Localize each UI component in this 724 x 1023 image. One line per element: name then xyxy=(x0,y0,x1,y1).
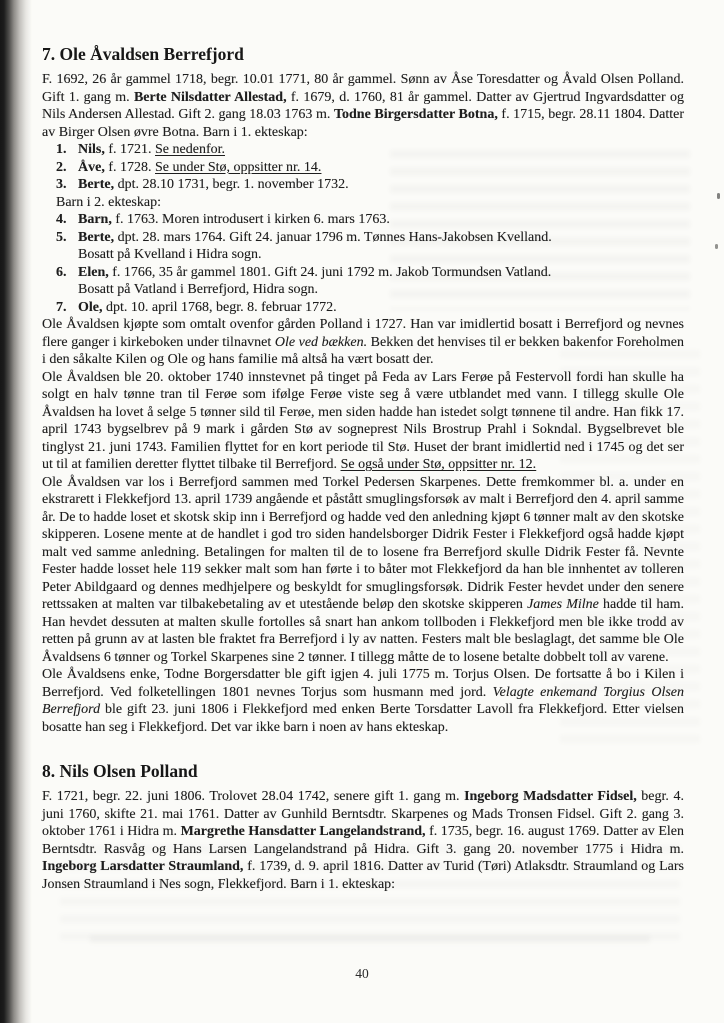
text-segment: Elen, xyxy=(78,264,109,280)
section-7-intro-paragraph xyxy=(42,71,684,141)
text-segment: Ole Åvaldsens enke, Todne Borgersdatter ble gift igjen 4. juli 1775 m. Torjus Olsen. De fortsatte å bo i Kilen i Berrefjord. Ved folketellingen 1801 nevnes Torjus som husmann med jord. xyxy=(42,667,684,700)
section-7-paragraph-tinget xyxy=(42,369,684,474)
child-item-number: 3. xyxy=(56,177,67,193)
section-7-paragraph-los xyxy=(42,474,684,667)
text-segment: f. 1679, d. 1760, 81 år gammel. Datter av Gjertrud Ingvardsdatter og Nils Andersen Allestad. Gift 2. gang 18.03 1763 m. xyxy=(42,89,685,123)
child-list-item xyxy=(42,176,684,194)
text-segment: f. 1766, 35 år gammel 1801. Gift 24. juni 1792 m. Jakob Tormundsen Vatland. xyxy=(108,264,552,280)
text-segment: Ole Åvaldsen kjøpte som omtalt ovenfor gården Polland i 1727. Han var imidlertid bosatt i Berrefjord og nevnes flere ganger i kirkeboken under tilnavnet xyxy=(42,317,684,350)
text-segment: Velagte enkemand Torgius Olsen Berrefjord xyxy=(42,684,685,718)
text-segment: dpt. 28. mars 1764. Gift 24. januar 1796 m. Tønnes Hans-Jakobsen Kvelland. xyxy=(114,229,552,245)
text-segment: F. 1692, 26 år gammel 1718, begr. 10.01 1771, 80 år gammel. Sønn av Åse Toresdatter og Åvald Olsen Polland. Gift 1. gang m. xyxy=(42,72,684,105)
child-list-item xyxy=(42,141,684,159)
text-segment: Berte, xyxy=(78,177,115,193)
section-8-heading: 8. Nils Olsen Polland xyxy=(42,761,198,782)
binding-shadow-edge xyxy=(0,0,32,1023)
child-item-number: 6. xyxy=(56,264,67,280)
text-segment: dpt. 10. april 1768, begr. 8. februar 1772. xyxy=(102,299,337,315)
child-item-number: 7. xyxy=(56,299,67,315)
text-segment: James Milne xyxy=(527,597,599,613)
text-segment: Berte Nilsdatter Allestad, xyxy=(133,89,287,105)
child-item-number: 5. xyxy=(56,229,67,245)
text-segment: Ingeborg Larsdatter Straumland, xyxy=(42,859,244,875)
page-content xyxy=(42,44,684,893)
child-item-text xyxy=(78,299,684,317)
text-segment: Ole Åvaldsen ble 20. oktober 1740 innstevnet på tinget på Feda av Lars Ferøe på Festervoll fordi han skulle ha solgt en halv tønne tran til Ferøe som ifølge Ferøe viste seg å være utblandet med vann. I tillegg skulle Ole Åvaldsen ha lovet å selge 5 tønner sild til Ferøe, men siden hadde han istedet solgt tønnene til andre. Han fikk 17. april 1743 bygselbrev på 9 mark i gården Stø av sogneprest Nils Brostrup Prahl i Sokndal. Bygselbrevet ble tinglyst 21. juni 1743. Familien flyttet for en kort periode til Stø. Huset der brant imidlertid ned i 1745 og det ser ut til at familien deretter flyttet tilbake til Berrefjord. xyxy=(42,369,684,473)
section-7-heading: 7. Ole Åvaldsen Berrefjord xyxy=(42,44,244,64)
child-list-item xyxy=(42,229,684,264)
section-7-paragraph-enke xyxy=(42,666,684,736)
text-segment: begr. 4. juni 1760, skifte 21. mai 1761. Datter av Gunhild Berntsdtr. Skarpenes og Mads Tronsen Fidsel. Gift 2. gang 3. oktober 1761 i Hidra m. xyxy=(42,789,684,840)
child-list-item xyxy=(42,211,684,229)
child-list-item xyxy=(42,159,684,177)
child-item-text xyxy=(78,211,684,229)
text-segment: F. 1721, begr. 22. juni 1806. Trolovet 28.04 1742, senere gift 1. gang m. xyxy=(42,789,465,805)
bleed-through-artifact xyxy=(90,935,650,947)
text-segment: Ingeborg Madsdatter Fidsel, xyxy=(464,789,637,805)
section-8-intro-paragraph xyxy=(42,788,684,893)
text-segment: f. 1739, d. 9. april 1816. Datter av Turid (Tøri) Atlaksdtr. Straumland og Lars Jonsen Straumland i Nes sogn, Flekkefjord. Barn i 1. ekteskap: xyxy=(42,859,684,892)
text-segment: ble gift 23. juni 1806 i Flekkefjord med enken Berte Torsdatter Lavoll fra Flekkefjord. Etter vielsen bosatte han seg i Flekkefjord. Det var ikke barn i noen av hans ekteskap. xyxy=(42,702,684,735)
marriage-2-label xyxy=(56,194,161,212)
section-7-paragraph-polland xyxy=(42,316,684,369)
text-segment: Barn i 2. ekteskap: xyxy=(56,194,161,210)
text-segment: f. 1721. xyxy=(104,142,156,158)
text-segment: Bosatt på Kvelland i Hidra sogn. xyxy=(78,247,262,263)
child-item-text xyxy=(78,159,684,177)
text-segment: Nils, xyxy=(78,142,105,158)
text-segment: Ole Åvaldsen var los i Berrefjord sammen med Torkel Pedersen Skarpenes. Dette fremkommer bl. a. under en ekstrarett i Flekkefjord 13. april 1739 angående et påstått smuglingsforsøk av malt i Berrefjord den 4. april samme år. De to hadde loset et skotsk skip inn i Berrefjord og hadde ved den anledning kjøpt 6 tønner malt av den skotske skipperen. Losene mente at de handlet i god tro siden handelsborger Didrik Fester i Flekkefjord også hadde kjøpt malt ved samme anledning. Betalingen for malten til de to losene fra Berrefjord skulle Didrik Fester få. Nevnte Fester hadde losset hele 119 sekker malt som han førte i to båter mot Flekkefjord da han ble innhentet av tolleren Peter Abildgaard og dennes medhjelpere og beskyldt for smuglingsforsøk. Didrik Fester hevdet under den senere rettssaken at malten var tilbakebetaling av et utestående beløp den skotske skipperen xyxy=(42,474,684,613)
children-list-section-7 xyxy=(42,141,684,316)
text-segment: Åve, xyxy=(78,159,105,175)
child-list-item xyxy=(42,264,684,299)
text-segment: f. 1728. xyxy=(104,159,155,175)
text-segment: Margrethe Hansdatter Langelandstrand, xyxy=(180,824,426,840)
child-list-item xyxy=(42,299,684,317)
text-segment: f. 1763. Moren introdusert i kirken 6. mars 1763. xyxy=(111,212,390,228)
child-item-number: 4. xyxy=(56,212,67,228)
child-item-text xyxy=(78,141,684,159)
text-segment: Berte, xyxy=(78,229,115,245)
text-segment: Bosatt på Vatland i Berrefjord, Hidra sogn. xyxy=(78,282,319,298)
text-segment: hadde til ham. Han hevdet dessuten at malten skulle fortolles så snart han ankom tollboden i Flekkefjord men ble ikke trodd av retten på grunn av at lasten ble fraktet fra Berrefjord i ly av natten. Festers malt ble beslaglagt, det samme ble Ole Åvaldsens 6 tønner og Torkel Skarpenes sine 2 tønner. I tillegg måtte de to losene betalte dobbelt toll av varene. xyxy=(42,597,684,665)
text-segment: dpt. 28.10 1731, begr. 1. november 1732. xyxy=(114,177,349,193)
text-segment: Todne Birgersdatter Botna, xyxy=(333,107,498,123)
child-item-number: 1. xyxy=(56,142,67,158)
child-item-text xyxy=(78,176,684,194)
text-segment: Bekken det henvises til er bekken bakenfor Foreholmen i den såkalte Kilen og Ole og hans familie må altså ha vært bosatt der. xyxy=(42,334,685,368)
marriage-2-label-row xyxy=(42,194,684,212)
page-number: 40 xyxy=(355,966,369,981)
text-segment: Se under Stø, oppsitter nr. 14. xyxy=(155,159,322,175)
text-segment: Ole, xyxy=(78,299,103,315)
child-item-text xyxy=(78,229,684,264)
text-segment: f. 1735, begr. 16. august 1769. Datter av Elen Berntsdtr. Rasvåg og Hans Larsen Langelandstrand på Hidra. Gift 3. gang 20. november 1775 i Hidra m. xyxy=(42,824,684,857)
text-segment: Ole ved bækken. xyxy=(274,334,368,350)
text-segment: Se nedenfor. xyxy=(155,142,225,158)
text-segment: f. 1715, begr. 28.11 1804. Datter av Birger Olsen øvre Botna. Barn i 1. ekteskap: xyxy=(42,107,685,140)
scan-speck xyxy=(717,193,720,199)
child-item-text xyxy=(78,264,684,299)
text-segment: Barn, xyxy=(78,212,112,228)
scan-speck xyxy=(715,244,718,249)
text-segment: Se også under Stø, oppsitter nr. 12. xyxy=(340,457,537,473)
child-item-number: 2. xyxy=(56,159,67,175)
